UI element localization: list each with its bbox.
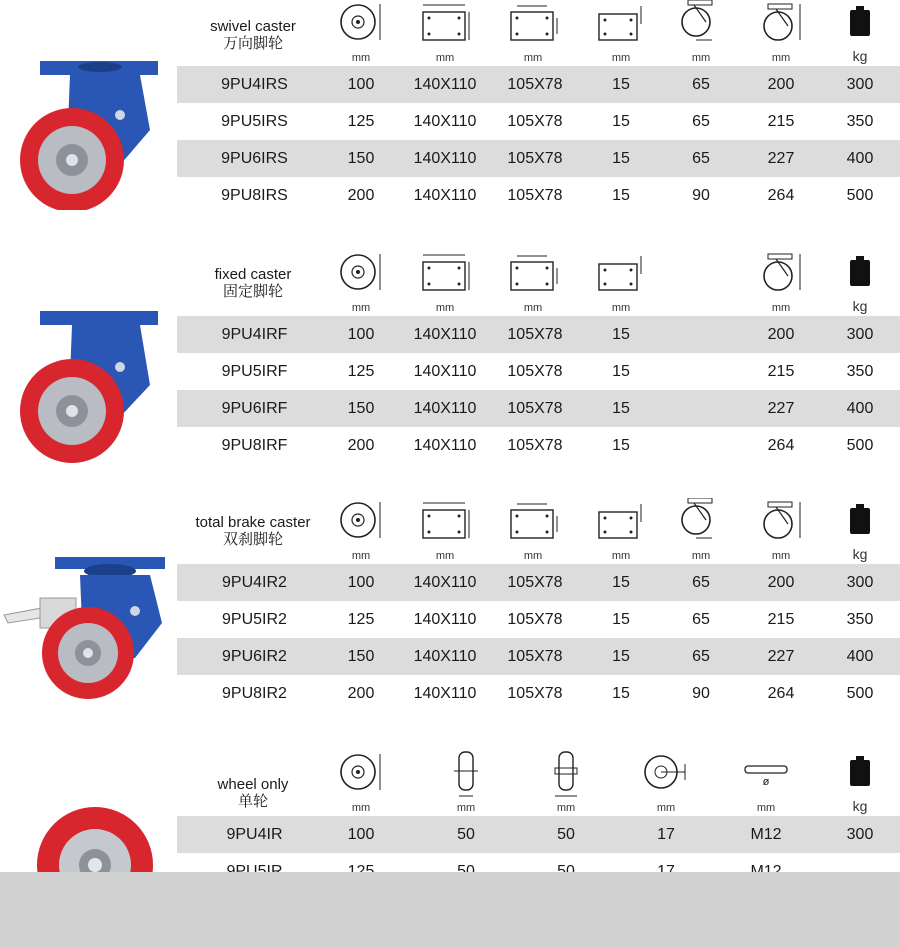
model-cell: 9PU6IRF — [221, 400, 288, 417]
model-cell: 9PU5IRS — [221, 113, 288, 130]
thickness-cell: 15 — [612, 363, 630, 380]
hole-spacing-cell: 105X78 — [507, 611, 563, 628]
height-cell: 227 — [767, 400, 795, 417]
diameter-cell: 150 — [347, 648, 375, 665]
plate-size-cell: 140X110 — [413, 150, 477, 167]
offset-cell: 65 — [692, 150, 710, 167]
thickness-cell: 15 — [612, 611, 630, 628]
plate-size-cell: 140X110 — [413, 400, 477, 417]
height-cell: 227 — [767, 648, 795, 665]
plate-size-header — [400, 498, 490, 564]
load-cell: 500 — [846, 685, 874, 702]
load-cell: 350 — [846, 113, 874, 130]
plate-size-cell: 140X110 — [413, 574, 477, 591]
load-cell: 300 — [846, 76, 874, 93]
thickness-cell: 15 — [612, 574, 630, 591]
offset-cell: 65 — [692, 611, 710, 628]
top-plate-size-icon — [417, 0, 473, 44]
bore-cell: 17 — [657, 826, 675, 843]
unit-label: mm — [691, 52, 711, 64]
plate-size-cell: 140X110 — [413, 187, 477, 204]
plate-size-cell: 140X110 — [413, 76, 477, 93]
unit-label: kg — [852, 798, 868, 814]
offset-cell: 65 — [692, 574, 710, 591]
unit-label: mm — [611, 52, 631, 64]
plate-size-header — [400, 0, 490, 66]
offset-cell: 65 — [692, 76, 710, 93]
thickness-cell: 15 — [612, 187, 630, 204]
unit-label: mm — [756, 802, 776, 814]
swivel-caster-section — [0, 0, 900, 215]
wheel-width-icon — [446, 750, 486, 800]
model-cell: 9PU8IR2 — [222, 685, 287, 702]
height-cell: 200 — [767, 574, 795, 591]
table-row — [177, 564, 900, 601]
load-header — [815, 750, 900, 816]
plate-size-cell: 140X110 — [413, 437, 477, 454]
thickness-cell: 15 — [612, 400, 630, 417]
plate-thickness-icon — [593, 250, 649, 294]
model-cell: 9PU5IRF — [221, 363, 288, 380]
unit-label: mm — [771, 550, 791, 562]
wheel-only-section — [0, 750, 900, 872]
diameter-cell: 200 — [347, 685, 375, 702]
bolt-hole-spacing-icon — [505, 0, 561, 44]
width-cell: 50 — [457, 826, 475, 843]
unit-label: mm — [556, 802, 576, 814]
load-cell: 500 — [846, 437, 874, 454]
table-row — [177, 353, 900, 390]
plate-size-header — [400, 250, 490, 316]
axle-cell: M12 — [750, 826, 782, 843]
offset-icon — [676, 0, 726, 44]
load-cell: 400 — [846, 648, 874, 665]
load-header — [815, 0, 900, 66]
wheel-diameter-icon — [336, 750, 386, 794]
unit-label: mm — [351, 802, 371, 814]
unit-label: mm — [456, 802, 476, 814]
hole-spacing-cell: 105X78 — [507, 363, 563, 380]
height-cell: 264 — [767, 437, 795, 454]
offset-cell: 90 — [692, 187, 710, 204]
hole-spacing-cell: 105X78 — [507, 187, 563, 204]
model-cell: 9PU6IRS — [221, 150, 288, 167]
diameter-cell: 125 — [347, 113, 375, 130]
wheel-width-header — [421, 750, 511, 816]
table-row — [177, 103, 900, 140]
hole-spacing-cell: 105X78 — [507, 574, 563, 591]
top-plate-size-icon — [417, 498, 473, 542]
model-cell: 9PU4IRS — [221, 76, 288, 93]
height-cell: 264 — [767, 187, 795, 204]
bore-header — [621, 750, 711, 816]
load-weight-icon — [847, 750, 873, 794]
offset-cell — [661, 390, 741, 427]
plate-thickness-header — [576, 250, 666, 316]
thickness-cell: 15 — [612, 326, 630, 343]
model-cell: 9PU5IR2 — [222, 611, 287, 628]
unit-label: mm — [771, 52, 791, 64]
model-cell: 9PU4IRF — [221, 326, 288, 343]
overall-height-header — [736, 250, 826, 316]
table-row — [177, 601, 900, 638]
diameter-cell: 100 — [347, 326, 375, 343]
overall-height-icon — [756, 250, 806, 294]
wheel-diameter-header — [316, 498, 406, 564]
thickness-cell: 15 — [612, 76, 630, 93]
hole-spacing-cell: 105X78 — [507, 326, 563, 343]
load-cell: 500 — [846, 187, 874, 204]
wheel-diameter-header — [316, 750, 406, 816]
thickness-cell: 15 — [612, 150, 630, 167]
unit-label: mm — [435, 550, 455, 562]
unit-label: mm — [691, 550, 711, 562]
load-cell: 300 — [846, 326, 874, 343]
title-chinese: 万向脚轮 — [222, 35, 283, 52]
wheel-diameter-icon — [336, 0, 386, 44]
offset-cell: 65 — [692, 113, 710, 130]
diameter-cell: 200 — [347, 187, 375, 204]
height-cell: 215 — [767, 363, 795, 380]
fixed-caster-section — [0, 250, 900, 465]
overall-height-icon — [756, 498, 806, 542]
hub-length-icon — [546, 750, 586, 800]
table-row — [177, 140, 900, 177]
unit-label: mm — [435, 52, 455, 64]
hub-cell: 50 — [557, 826, 575, 843]
unit-label: mm — [523, 302, 543, 314]
hole-spacing-cell: 105X78 — [507, 150, 563, 167]
table-row — [177, 816, 900, 853]
diameter-cell: 100 — [347, 574, 375, 591]
plate-size-cell: 140X110 — [413, 113, 477, 130]
overall-height-header — [736, 0, 826, 66]
top-plate-size-icon — [417, 250, 473, 294]
plate-size-cell: 140X110 — [413, 611, 477, 628]
unit-label: mm — [771, 302, 791, 314]
hole-spacing-cell: 105X78 — [507, 400, 563, 417]
load-weight-icon — [847, 0, 873, 44]
diameter-cell: 200 — [347, 437, 375, 454]
plate-size-cell: 140X110 — [413, 648, 477, 665]
hole-spacing-header — [488, 498, 578, 564]
hole-spacing-cell: 105X78 — [507, 685, 563, 702]
overall-height-icon — [756, 0, 806, 44]
title-english: fixed caster — [214, 266, 292, 283]
plate-thickness-icon — [593, 498, 649, 542]
section-title — [178, 18, 328, 52]
load-header — [815, 250, 900, 316]
bolt-hole-spacing-icon — [505, 498, 561, 542]
diameter-cell: 100 — [347, 826, 375, 843]
load-cell: 300 — [846, 574, 874, 591]
load-weight-icon — [847, 498, 873, 542]
unit-label: kg — [852, 298, 868, 314]
unit-label: mm — [435, 302, 455, 314]
height-cell: 227 — [767, 150, 795, 167]
offset-icon — [676, 498, 726, 542]
hole-spacing-cell: 105X78 — [507, 437, 563, 454]
table-row — [177, 675, 900, 712]
bore-icon — [641, 750, 691, 794]
diameter-cell: 125 — [347, 363, 375, 380]
height-cell: 215 — [767, 113, 795, 130]
offset-cell: 90 — [692, 685, 710, 702]
hole-spacing-cell: 105X78 — [507, 113, 563, 130]
unit-label: mm — [656, 802, 676, 814]
thickness-cell: 15 — [612, 437, 630, 454]
unit-label: kg — [852, 48, 868, 64]
offset-cell — [661, 316, 741, 353]
thickness-cell: 15 — [612, 648, 630, 665]
unit-label: mm — [351, 550, 371, 562]
fixed-caster-photo — [0, 305, 175, 465]
total-brake-caster-section — [0, 498, 900, 713]
overall-height-header — [736, 498, 826, 564]
hole-spacing-cell: 105X78 — [507, 76, 563, 93]
axle-diameter-symbol: ø — [762, 776, 770, 788]
hole-spacing-header — [488, 0, 578, 66]
offset-cell — [661, 353, 741, 390]
title-chinese: 单轮 — [237, 793, 268, 810]
bolt-hole-spacing-icon — [505, 250, 561, 294]
section-title — [178, 266, 328, 300]
height-cell: 264 — [767, 685, 795, 702]
table-row — [177, 427, 900, 464]
height-cell: 200 — [767, 326, 795, 343]
unit-label: mm — [611, 550, 631, 562]
section-title — [178, 514, 328, 548]
diameter-cell: 150 — [347, 150, 375, 167]
plate-thickness-icon — [593, 0, 649, 44]
plate-thickness-header — [576, 0, 666, 66]
plate-thickness-header — [576, 498, 666, 564]
title-chinese: 固定脚轮 — [222, 283, 283, 300]
model-cell: 9PU8IRF — [221, 437, 288, 454]
title-chinese: 双刹脚轮 — [222, 531, 283, 548]
title-english: swivel caster — [210, 18, 296, 35]
plate-size-cell: 140X110 — [413, 326, 477, 343]
load-header — [815, 498, 900, 564]
unit-label: mm — [351, 52, 371, 64]
unit-label: kg — [852, 546, 868, 562]
axle-header — [721, 750, 811, 816]
diameter-cell: 125 — [347, 611, 375, 628]
footer-overlay-bar — [0, 872, 900, 948]
wheel-diameter-icon — [336, 250, 386, 294]
model-cell: 9PU4IR2 — [222, 574, 287, 591]
height-cell: 215 — [767, 611, 795, 628]
table-row — [177, 66, 900, 103]
unit-label: mm — [611, 302, 631, 314]
model-cell: 9PU4IR — [226, 826, 283, 843]
load-cell: 350 — [846, 611, 874, 628]
title-english: wheel only — [217, 776, 289, 793]
diameter-cell: 150 — [347, 400, 375, 417]
load-cell: 300 — [846, 826, 874, 843]
load-cell: 350 — [846, 363, 874, 380]
table-row — [177, 638, 900, 675]
table-row — [177, 177, 900, 214]
load-cell: 400 — [846, 150, 874, 167]
hub-length-header — [521, 750, 611, 816]
hole-spacing-cell: 105X78 — [507, 648, 563, 665]
model-cell: 9PU6IR2 — [222, 648, 287, 665]
total-brake-caster-photo — [0, 553, 175, 703]
load-weight-icon — [847, 250, 873, 294]
wheel-only-photo — [0, 805, 175, 872]
wheel-diameter-icon — [336, 498, 386, 542]
model-cell: 9PU8IRS — [221, 187, 288, 204]
diameter-cell: 100 — [347, 76, 375, 93]
hole-spacing-header — [488, 250, 578, 316]
title-english: total brake caster — [195, 514, 311, 531]
unit-label: mm — [523, 52, 543, 64]
swivel-caster-photo — [0, 55, 175, 210]
height-cell: 200 — [767, 76, 795, 93]
table-row — [177, 390, 900, 427]
offset-header — [656, 498, 746, 564]
offset-cell: 65 — [692, 648, 710, 665]
plate-size-cell: 140X110 — [413, 363, 477, 380]
offset-header — [656, 0, 746, 66]
unit-label: mm — [523, 550, 543, 562]
wheel-diameter-header — [316, 0, 406, 66]
plate-size-cell: 140X110 — [413, 685, 477, 702]
table-row — [177, 316, 900, 353]
unit-label: mm — [351, 302, 371, 314]
section-title — [178, 776, 328, 810]
thickness-cell: 15 — [612, 113, 630, 130]
offset-cell — [661, 427, 741, 464]
thickness-cell: 15 — [612, 685, 630, 702]
wheel-diameter-header — [316, 250, 406, 316]
load-cell: 400 — [846, 400, 874, 417]
